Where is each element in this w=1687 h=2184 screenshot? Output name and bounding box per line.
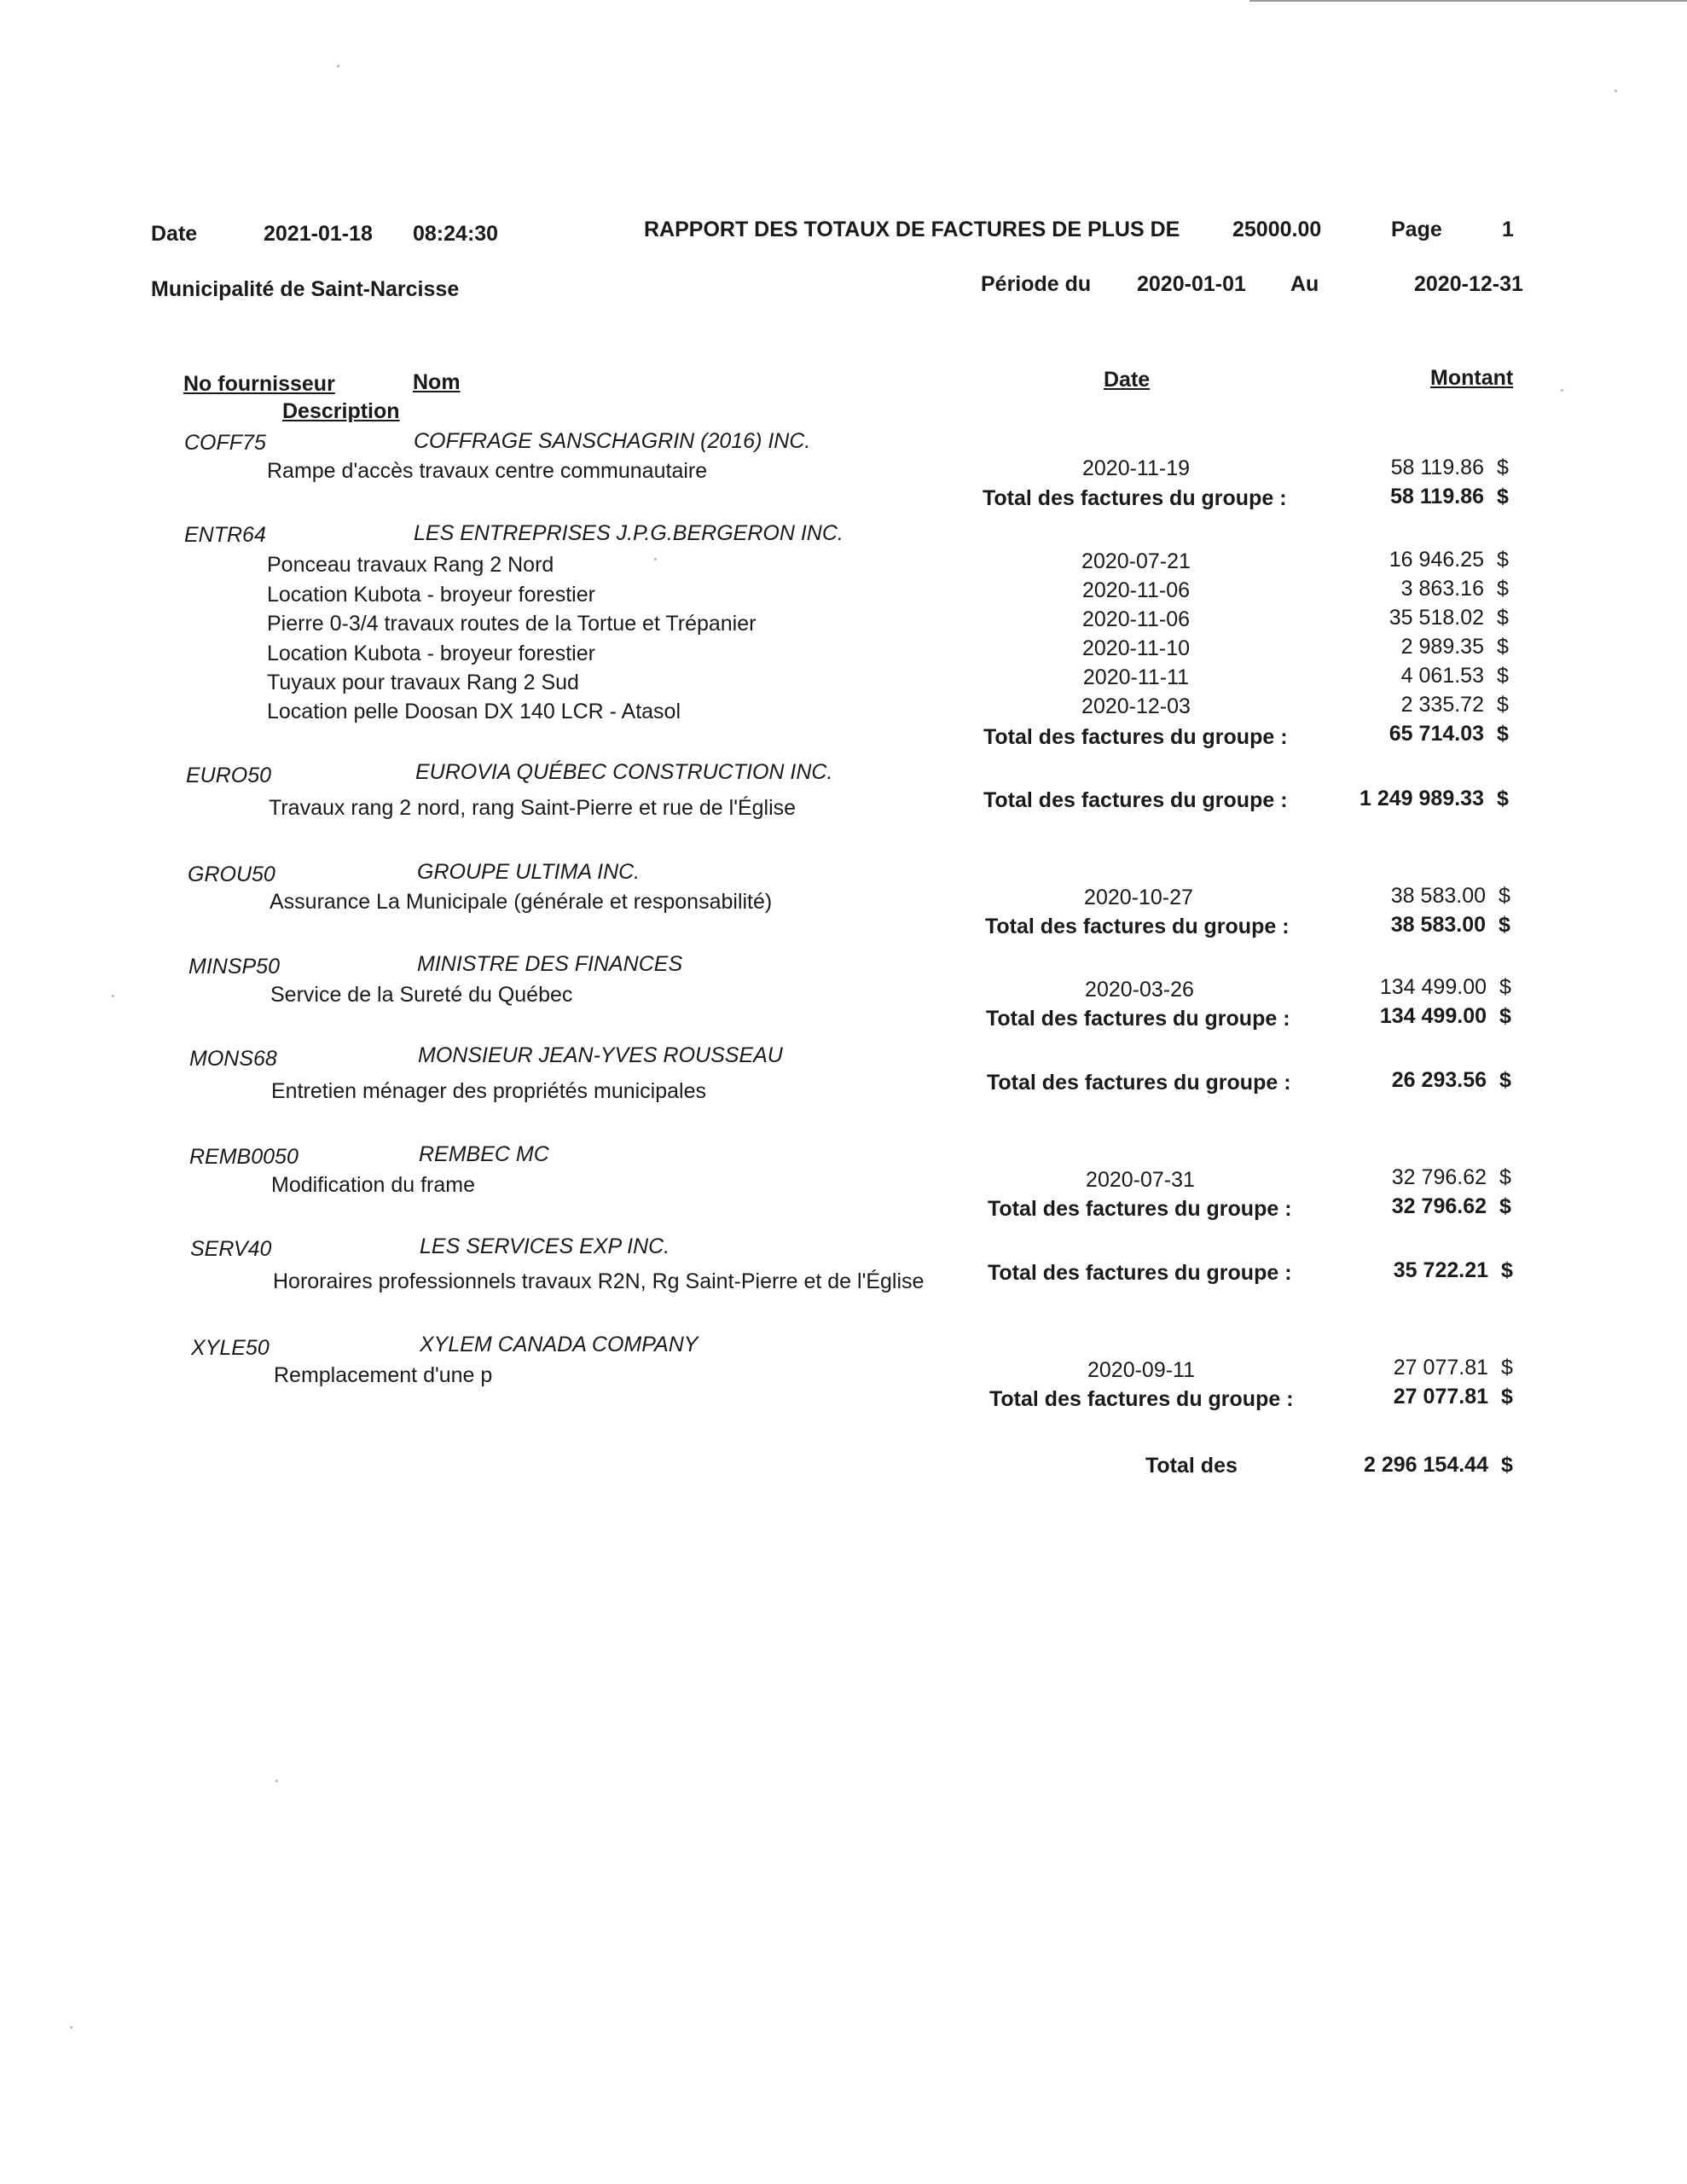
currency-symbol: $ [1497, 664, 1509, 688]
currency-symbol: $ [1499, 1004, 1511, 1028]
invoice-date: 2020-11-10 [1081, 636, 1191, 660]
scan-edge-line [1249, 0, 1687, 2]
invoice-description: Location Kubota - broyeur forestier [267, 583, 595, 607]
invoice-description: Location pelle Doosan DX 140 LCR - Atasol [267, 700, 681, 723]
supplier-name: MONSIEUR JEAN-YVES ROUSSEAU [418, 1043, 783, 1067]
invoice-description: Hororaires professionnels travaux R2N, Rg Saint-Pierre et de l'Église [273, 1269, 925, 1293]
supplier-code: EURO50 [186, 764, 272, 787]
invoice-date: 2020-07-31 [1086, 1168, 1195, 1192]
invoice-amount: 58 119.86 [1390, 456, 1484, 479]
scan-speck [1615, 90, 1617, 92]
supplier-code: SERV40 [190, 1237, 272, 1261]
invoice-date: 2020-11-06 [1081, 607, 1191, 631]
invoice-amount: 38 583.00 [1390, 884, 1486, 908]
invoice-description: Assurance La Municipale (générale et responsabilité) [270, 890, 773, 914]
currency-symbol: $ [1499, 975, 1511, 999]
period-label: Période du [981, 272, 1092, 296]
group-total-label: Total des factures du groupe : [989, 1387, 1294, 1411]
currency-symbol: $ [1499, 913, 1510, 937]
invoice-date: 2020-09-11 [1087, 1358, 1196, 1382]
column-header-supplier-no: No fournisseur [183, 372, 335, 396]
scan-speck [337, 65, 339, 67]
currency-symbol: $ [1501, 1453, 1513, 1477]
invoice-date: 2020-11-11 [1082, 665, 1190, 689]
scan-speck [112, 995, 114, 997]
group-total-label: Total des factures du groupe : [985, 915, 1290, 938]
supplier-name: REMBEC MC [419, 1142, 549, 1166]
currency-symbol: $ [1497, 787, 1509, 810]
group-total-amount: 27 077.81 [1393, 1385, 1488, 1409]
group-total-label: Total des factures du groupe : [988, 1197, 1292, 1221]
supplier-code: REMB0050 [189, 1145, 299, 1169]
invoice-amount: 4 061.53 [1400, 664, 1484, 688]
scan-speck [275, 1780, 278, 1782]
date-label: Date [151, 222, 198, 246]
currency-symbol: $ [1499, 1194, 1511, 1218]
currency-symbol: $ [1499, 1165, 1511, 1189]
currency-symbol: $ [1499, 1068, 1511, 1092]
currency-symbol: $ [1497, 606, 1509, 630]
period-end: 2020-12-31 [1414, 272, 1523, 296]
invoice-amount: 32 796.62 [1391, 1165, 1487, 1189]
group-total-amount: 35 722.21 [1393, 1258, 1488, 1282]
page-label: Page [1391, 218, 1442, 241]
invoice-amount: 35 518.02 [1388, 606, 1484, 630]
invoice-date: 2020-03-26 [1085, 978, 1194, 1002]
currency-symbol: $ [1501, 1385, 1513, 1409]
currency-symbol: $ [1497, 635, 1509, 659]
group-total-label: Total des factures du groupe : [987, 1071, 1291, 1095]
invoice-date: 2020-12-03 [1081, 694, 1191, 718]
supplier-code: GROU50 [188, 863, 275, 886]
scan-speck [70, 2026, 72, 2029]
group-total-amount: 134 499.00 [1379, 1004, 1487, 1028]
supplier-name: MINISTRE DES FINANCES [417, 952, 683, 976]
period-start: 2020-01-01 [1137, 272, 1246, 296]
supplier-name: XYLEM CANADA COMPANY [420, 1333, 699, 1356]
group-total-amount: 38 583.00 [1390, 913, 1486, 937]
currency-symbol: $ [1497, 722, 1509, 746]
currency-symbol: $ [1501, 1356, 1513, 1380]
invoice-description: Pierre 0-3/4 travaux routes de la Tortue et Trépanier [267, 612, 757, 636]
invoice-date: 2020-10-27 [1084, 886, 1193, 909]
supplier-code: XYLE50 [191, 1336, 270, 1360]
invoice-amount: 16 946.25 [1388, 548, 1484, 572]
group-total-label: Total des factures du groupe : [988, 1261, 1292, 1285]
column-header-name: Nom [413, 370, 461, 394]
group-total-label: Total des factures du groupe : [983, 486, 1287, 510]
currency-symbol: $ [1501, 1258, 1513, 1282]
supplier-name: GROUPE ULTIMA INC. [417, 860, 641, 884]
invoice-description: Location Kubota - broyeur forestier [267, 642, 595, 665]
column-header-description: Description [282, 399, 400, 423]
currency-symbol: $ [1497, 485, 1509, 508]
invoice-description: Ponceau travaux Rang 2 Nord [267, 553, 554, 577]
invoice-description: Tuyaux pour travaux Rang 2 Sud [267, 671, 579, 694]
supplier-name: EUROVIA QUÉBEC CONSTRUCTION INC. [415, 760, 833, 784]
supplier-code: COFF75 [184, 431, 266, 455]
currency-symbol: $ [1497, 548, 1509, 572]
supplier-name: LES SERVICES EXP INC. [420, 1234, 670, 1258]
group-total-label: Total des factures du groupe : [983, 788, 1288, 812]
report-title: RAPPORT DES TOTAUX DE FACTURES DE PLUS DE [644, 218, 1180, 241]
currency-symbol: $ [1497, 577, 1509, 601]
group-total-amount: 1 249 989.33 [1359, 787, 1484, 810]
invoice-description: Travaux rang 2 nord, rang Saint-Pierre et rue de l'Église [269, 796, 797, 820]
invoice-description: Remplacement d'une p [274, 1363, 493, 1387]
currency-symbol: $ [1497, 456, 1509, 479]
invoice-description: Rampe d'accès travaux centre communautaire [267, 459, 708, 483]
group-total-amount: 32 796.62 [1391, 1194, 1487, 1218]
report-date: 2021-01-18 [264, 222, 373, 246]
page-number: 1 [1502, 218, 1514, 241]
column-header-date: Date [1104, 368, 1151, 392]
invoice-amount: 2 335.72 [1400, 693, 1484, 717]
supplier-name: LES ENTREPRISES J.P.G.BERGERON INC. [414, 521, 844, 545]
currency-symbol: $ [1497, 693, 1509, 717]
invoice-description: Modification du frame [271, 1173, 476, 1197]
invoice-amount: 2 989.35 [1400, 635, 1484, 659]
currency-symbol: $ [1499, 884, 1510, 908]
invoice-description: Entretien ménager des propriétés municipales [271, 1079, 706, 1103]
invoice-amount: 3 863.16 [1400, 577, 1484, 601]
municipality-name: Municipalité de Saint-Narcisse [151, 277, 460, 301]
threshold-amount: 25000.00 [1232, 218, 1322, 241]
report-time: 08:24:30 [413, 222, 499, 246]
invoice-date: 2020-07-21 [1081, 549, 1191, 573]
group-total-amount: 58 119.86 [1390, 485, 1484, 508]
group-total-amount: 65 714.03 [1388, 722, 1484, 746]
supplier-code: ENTR64 [184, 523, 266, 547]
grand-total-label: Total des [1145, 1454, 1238, 1478]
invoice-date: 2020-11-06 [1081, 578, 1191, 602]
invoice-date: 2020-11-19 [1081, 456, 1191, 480]
supplier-code: MONS68 [189, 1047, 277, 1071]
supplier-name: COFFRAGE SANSCHAGRIN (2016) INC. [414, 429, 811, 453]
invoice-description: Service de la Sureté du Québec [270, 983, 573, 1007]
scan-speck [654, 558, 657, 561]
grand-total-amount: 2 296 154.44 [1364, 1453, 1488, 1477]
group-total-label: Total des factures du groupe : [986, 1007, 1290, 1031]
scan-speck [1561, 389, 1563, 392]
group-total-label: Total des factures du groupe : [983, 725, 1288, 749]
period-to-label: Au [1290, 272, 1319, 296]
group-total-amount: 26 293.56 [1391, 1068, 1487, 1092]
column-header-amount: Montant [1430, 366, 1514, 390]
invoice-amount: 27 077.81 [1393, 1356, 1488, 1380]
invoice-amount: 134 499.00 [1379, 975, 1487, 999]
supplier-code: MINSP50 [188, 955, 280, 979]
